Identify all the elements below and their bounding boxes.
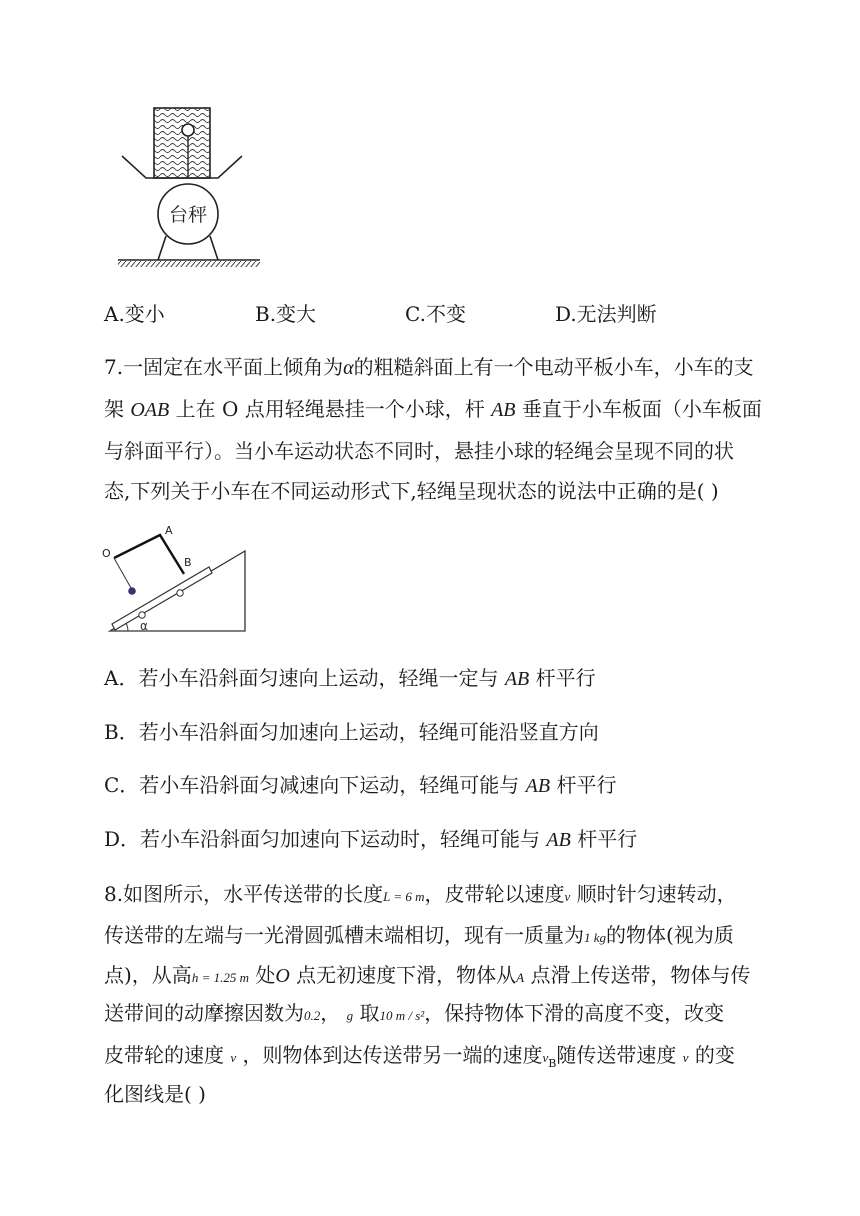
- q8-line-4: 送带间的动摩擦因数为0.2， g 取10 m / s²，保持物体下滑的高度不变，改变: [104, 1001, 725, 1025]
- cart-board: [112, 567, 212, 630]
- q8-line-5: 皮带轮的速度 v ，则物体到达传送带另一端的速度$v_B$随传送带速度 v 的变: [104, 1043, 735, 1070]
- q7-line-3: 与斜面平行）。当小车运动状态不同时，悬挂小球的轻绳会呈现不同的状: [104, 439, 734, 463]
- water-container: [154, 108, 210, 178]
- q7-option-a: A．若小车沿斜面匀速向上运动，轻绳一定与 AB 杆平行: [104, 666, 596, 690]
- q7-option-d: D．若小车沿斜面匀加速向下运动时，轻绳可能与 AB 杆平行: [104, 827, 638, 851]
- q7-line-2: 架 OAB 上在 O 点用轻绳悬挂一个小球，杆 AB 垂直于小车板面（小车板面: [104, 397, 762, 421]
- option-b: B.变大: [255, 302, 317, 326]
- q8-line-2: 传送带的左端与一光滑圆弧槽末端相切，现有一质量为1 kg的物体(视为质: [104, 923, 734, 947]
- label-o: O: [102, 547, 111, 560]
- rope: [114, 558, 131, 588]
- q8-line-1: 8.如图所示，水平传送带的长度L = 6 m，皮带轮以速度v 顺时针匀速转动，: [104, 882, 737, 906]
- q7-line-4: 态,下列关于小车在不同运动形式下,轻绳呈现状态的说法中正确的是( ): [104, 479, 719, 503]
- wheel-icon: [139, 612, 145, 618]
- q7-option-c: C．若小车沿斜面匀减速向下运动，轻绳可能与 AB 杆平行: [104, 773, 617, 797]
- label-b: B: [184, 556, 192, 569]
- option-c: C.不变: [405, 302, 466, 326]
- ball-icon: [128, 587, 136, 595]
- support-oab: [114, 535, 184, 574]
- angle-label: α: [140, 619, 148, 633]
- option-d: D.无法判断: [555, 302, 657, 326]
- ball-icon: [182, 124, 194, 136]
- q7-line-1: 7.一固定在水平面上倾角为α的粗糙斜面上有一个电动平板小车，小车的支: [104, 355, 754, 379]
- q8-line-6: 化图线是( ): [104, 1082, 206, 1106]
- q8-line-3: 点)，从高h = 1.25 m 处O 点无初速度下滑，物体从A 点滑上传送带，物体与传: [104, 963, 751, 987]
- incline-cart-figure: [100, 520, 260, 640]
- q7-option-b: B．若小车沿斜面匀加速向上运动，轻绳可能沿竖直方向: [104, 720, 599, 744]
- scale-figure: [110, 100, 270, 270]
- scale-label: 台秤: [168, 204, 208, 226]
- wheel-icon: [177, 590, 183, 596]
- option-a: A.变小: [104, 302, 165, 326]
- label-a: A: [165, 524, 173, 537]
